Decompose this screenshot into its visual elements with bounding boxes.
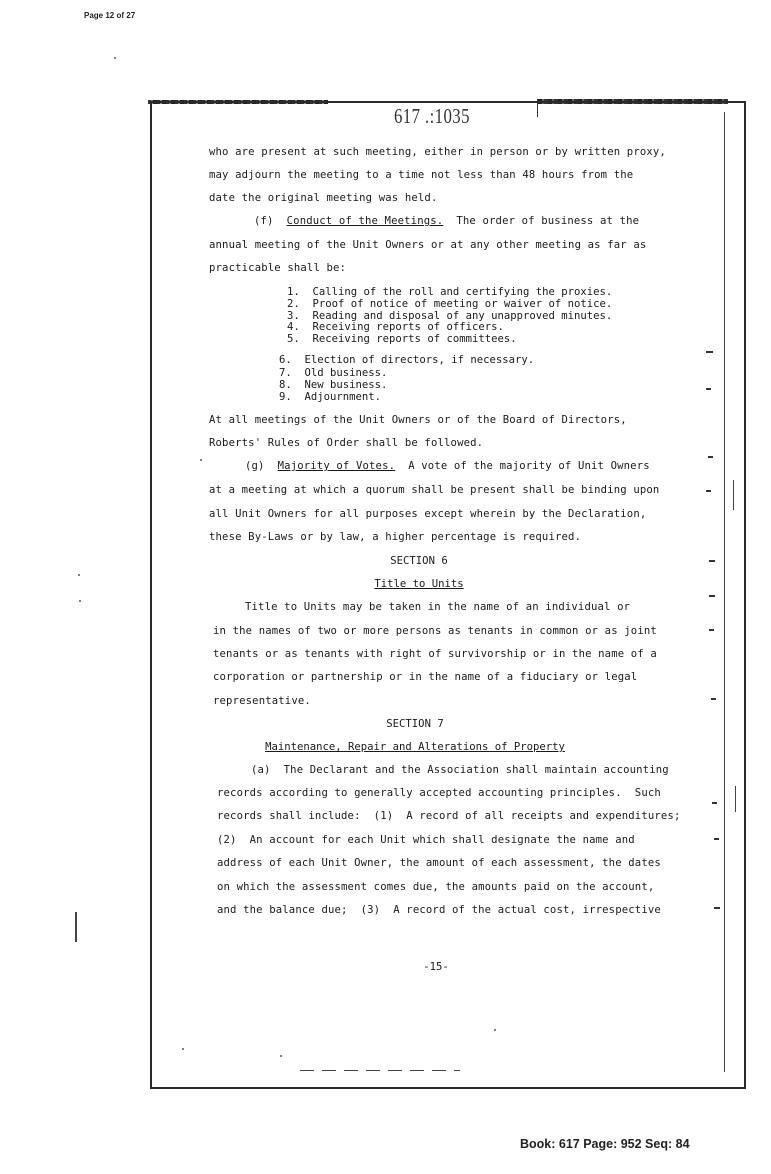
body-line: representative. [213, 695, 311, 707]
book-reference: 617 .:1035 [394, 104, 470, 128]
conduct-heading: Conduct of the Meetings. [286, 215, 444, 227]
margin-tick [735, 786, 736, 812]
order-item: 1. Calling of the roll and certifying the proxies. [287, 286, 613, 298]
frame-inner-rule [724, 112, 725, 1072]
margin-dash [714, 838, 719, 840]
conduct-label: (f) [254, 215, 287, 227]
section-7-title: Maintenance, Repair and Alterations of Property [265, 741, 565, 753]
order-item: 6. Election of directors, if necessary. [279, 354, 535, 366]
order-item: 4. Receiving reports of officers. [287, 321, 504, 333]
body-line: these By-Laws or by law, a higher percentage is required. [209, 531, 582, 543]
majority-label: (g) [245, 460, 278, 472]
body-line: annual meeting of the Unit Owners or at any other meeting as far as [209, 239, 647, 251]
body-line: (2) An account for each Unit which shall designate the name and [217, 834, 635, 846]
body-line: corporation or partnership or in the name of a fiduciary or legal [213, 671, 638, 683]
margin-dash [714, 907, 720, 909]
margin-dash [706, 490, 711, 492]
body-line: At all meetings of the Unit Owners or of the Board of Directors, [209, 414, 627, 426]
conduct-paragraph-start [254, 215, 639, 227]
scan-dashes [300, 1070, 460, 1071]
page-label: Page 12 of 27 [84, 11, 136, 20]
scan-speck [114, 57, 116, 59]
margin-tick [733, 480, 734, 510]
scan-speck [182, 1048, 184, 1050]
body-line: may adjourn the meeting to a time not less than 48 hours from the [209, 169, 634, 181]
book-page-footer: Book: 617 Page: 952 Seq: 84 [520, 1137, 690, 1151]
body-line: practicable shall be: [209, 262, 347, 274]
body-line: date the original meeting was held. [209, 192, 438, 204]
conduct-rest: The order of business at the [443, 215, 640, 227]
body-line: Title to Units may be taken in the name of an individual or [245, 601, 631, 613]
body-line: on which the assessment comes due, the amounts paid on the account, [217, 881, 655, 893]
margin-dash [711, 698, 716, 700]
body-line: in the names of two or more persons as tenants in common or as joint [213, 625, 657, 637]
margin-dash [709, 595, 715, 597]
majority-paragraph-start [245, 460, 650, 472]
section-6-number: SECTION 6 [390, 555, 448, 567]
margin-dash [709, 629, 714, 631]
section-6-title: Title to Units [374, 578, 464, 590]
order-item: 5. Receiving reports of committees. [287, 333, 517, 345]
body-line: (a) The Declarant and the Association shall maintain accounting [251, 764, 669, 776]
scan-speck [78, 574, 80, 576]
scan-speck [494, 1029, 496, 1031]
body-line: Roberts' Rules of Order shall be followed. [209, 437, 484, 449]
scan-speck [280, 1055, 282, 1057]
margin-dash [706, 351, 713, 353]
margin-dash [712, 802, 717, 804]
section-7-number: SECTION 7 [386, 718, 444, 730]
order-item: 2. Proof of notice of meeting or waiver of notice. [287, 298, 613, 310]
body-line: records according to generally accepted accounting principles. Such [217, 787, 661, 799]
body-line: at a meeting at which a quorum shall be present shall be binding upon [209, 484, 660, 496]
order-item: 9. Adjournment. [279, 391, 382, 403]
body-line: tenants or as tenants with right of survivorship or in the name of a [213, 648, 657, 660]
body-line: who are present at such meeting, either in person or by written proxy, [209, 146, 666, 158]
body-line: records shall include: (1) A record of all receipts and expenditures; [217, 810, 681, 822]
body-line: all Unit Owners for all purposes except wherein by the Declaration, [209, 508, 647, 520]
scan-speck [79, 600, 81, 602]
order-item: 3. Reading and disposal of any unapproved minutes. [287, 310, 613, 322]
order-item: 7. Old business. [279, 367, 388, 379]
scan-speck [200, 459, 202, 461]
body-line: address of each Unit Owner, the amount of each assessment, the dates [217, 857, 661, 869]
page-number: -15- [423, 961, 449, 973]
order-item: 8. New business. [279, 379, 388, 391]
majority-rest: A vote of the majority of Unit Owners [395, 460, 650, 472]
margin-tick [75, 912, 77, 942]
margin-dash [706, 388, 711, 390]
margin-dash [708, 456, 713, 458]
majority-heading: Majority of Votes. [277, 460, 396, 472]
margin-dash [709, 560, 715, 562]
body-line: and the balance due; (3) A record of the actual cost, irrespective [217, 904, 661, 916]
